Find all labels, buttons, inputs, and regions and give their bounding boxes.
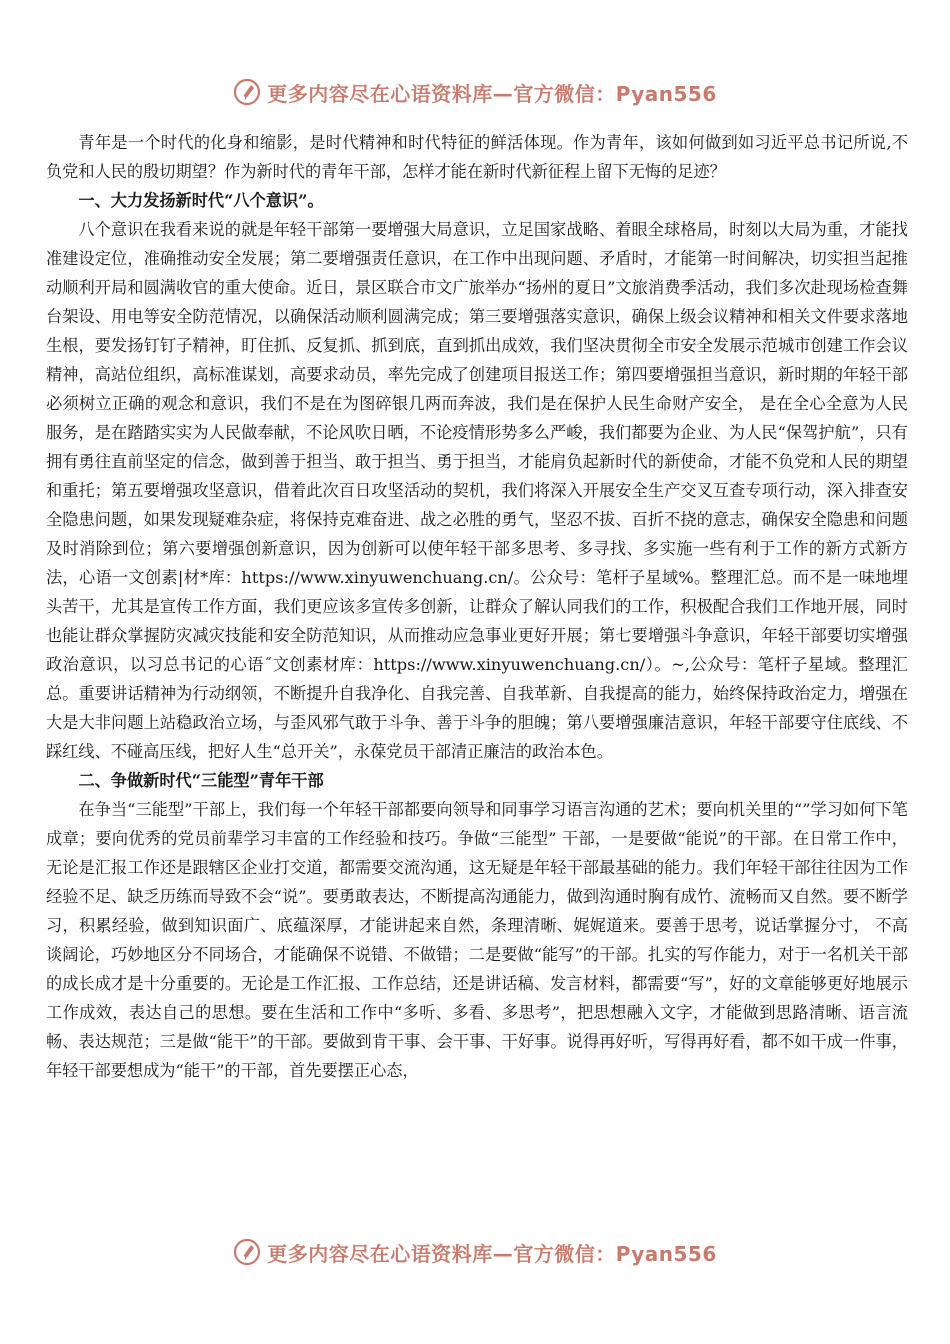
footer-watermark-text: 更多内容尽在心语资料库—官方微信：Pyan556 <box>267 1241 717 1266</box>
intro-paragraph: 青年是一个时代的化身和缩影，是时代精神和时代特征的鲜活体现。作为青年，该如何做到如习近平总书记所说,不负党和人民的殷切期望？作为新时代的青年干部，怎样才能在新时代新征程上留下无悔的足迹？ <box>46 133 908 181</box>
section-1-paragraph: 八个意识在我看来说的就是年轻干部第一要增强大局意识，立足国家战略、着眼全球格局，时刻以大局为重，才能找准建设定位，准确推动安全发展；第二要增强责任意识，在工作中出现问题、矛盾时，才能第一时间解决，切实担当起推动顺利开局和圆满收官的重大使命。近日，景区联合市文广旅举办“扬州的夏日”文旅消费季活动，我们多次赴现场检查舞台架设、用电等安全防范情况，以确保活动顺利圆满完成；第三要增强落实意识，确保上级会议精神和相关文件要求落地生根，要发扬钉钉子精神，盯住抓、反复抓、抓到底，直到抓出成效，我们坚决贯彻全市安全发展示范城市创建工作会议精神，高站位组织，高标准谋划，高要求动员，率先完成了创建项目报送工作；第四要增强担当意识，新时期的年轻干部必须树立正确的观念和意识，我们不是在为图碎银几两而奔波，我们是在保护人民生命财产安全， 是在全心全意为人民服务，是在踏踏实实为人民做奉献，不论风吹日晒，不论疫情形势多么严峻，我们都要为企业、为人民“保驾护航”，只有拥有勇往直前坚定的信念，做到善于担当、敢于担当、勇于担当，才能肩负起新时代的新使命，才能不负党和人民的期望和重托；第五要增强攻坚意识，借着此次百日攻坚活动的契机，我们将深入开展安全生产交叉互查专项行动，深入排查安全隐患问题，如果发现疑难杂症，将保持克难奋进、战之必胜的勇气，坚忍不拔、百折不挠的意志，确保安全隐患和问题及时消除到位；第六要增强创新意识，因为创新可以使年轻干部多思考、多寻找、多实施一些有利于工作的新方式新方法，心语一文创素|材*库：https://www.xinyuwenchuang.cn/。公众号：笔杆子星域%。整理汇总。而不是一味地埋头苦干，尤其是宣传工作方面，我们更应该多宣传多创新，让群众了解认同我们的工作，积极配合我们工作地开展，同时也能让群众掌握防灾减灾技能和安全防范知识，从而推动应急事业更好开展；第七要增强斗争意识，年轻干部要切实增强政治意识，以习总书记的心语˝文创素材库：https://www.xinyuwenchuang.cn/）。~,公众号：笔杆子星域。整理汇总。重要讲话精神为行动纲领，不断提升自我净化、自我完善、自我革新、自我提高的能力，始终保持政治定力，增强在大是大非问题上站稳政治立场，与歪风邪气敢于斗争、善于斗争的胆魄；第八要增强廉洁意识，年轻干部要守住底线、不踩红线、不碰高压线，把好人生“总开关”，永葆党员干部清正廉洁的政治本色。 <box>46 220 908 761</box>
section-2-heading: 二、争做新时代“三能型”青年干部 <box>78 771 324 790</box>
header-watermark-banner <box>0 72 950 112</box>
section-2-paragraph: 在争当“三能型”干部上，我们每一个年轻干部都要向领导和同事学习语言沟通的艺术；要向机关里的“”学习如何下笔成章；要向优秀的党员前辈学习丰富的工作经验和技巧。争做“三能型” 干部，一是要做“能说”的干部。在日常工作中，无论是汇报工作还是跟辖区企业打交道，都需要交流沟通，这无疑是年轻干部最基础的能力。我们年轻干部往往因为工作经验不足、缺乏历练而导致不会“说”。要勇敢表达，不断提高沟通能力，做到沟通时胸有成竹、流畅而又自然。要不断学习，积累经验，做到知识面广、底蕴深厚，才能讲起来自然，条理清晰、娓娓道来。要善于思考，说话掌握分寸， 不高谈阔论，巧妙地区分不同场合，才能确保不说错、不做错；二是要做“能写”的干部。扎实的写作能力，对于一名机关干部的成长成才是十分重要的。无论是工作汇报、工作总结，还是讲话稿、发言材料，都需要“写”，好的文章能够更好地展示工作成效，表达自己的思想。要在生活和工作中“多听、多看、多思考”，把思想融入文字，才能做到思路清晰、语言流畅、表达规范；三是做“能干”的干部。要做到肯干事、会干事、干好事。说得再好听，写得再好看，都不如干成一件事，年轻干部要想成为“能干”的干部，首先要摆正心态， <box>46 800 908 1080</box>
pen-nib-logo-icon <box>233 1238 261 1266</box>
document-body <box>46 128 908 1085</box>
footer-watermark-banner <box>0 1232 950 1272</box>
pen-nib-logo-icon <box>233 78 261 106</box>
header-watermark-text: 更多内容尽在心语资料库—官方微信：Pyan556 <box>267 81 717 106</box>
section-1-heading: 一、大力发扬新时代“八个意识”。 <box>78 191 324 210</box>
